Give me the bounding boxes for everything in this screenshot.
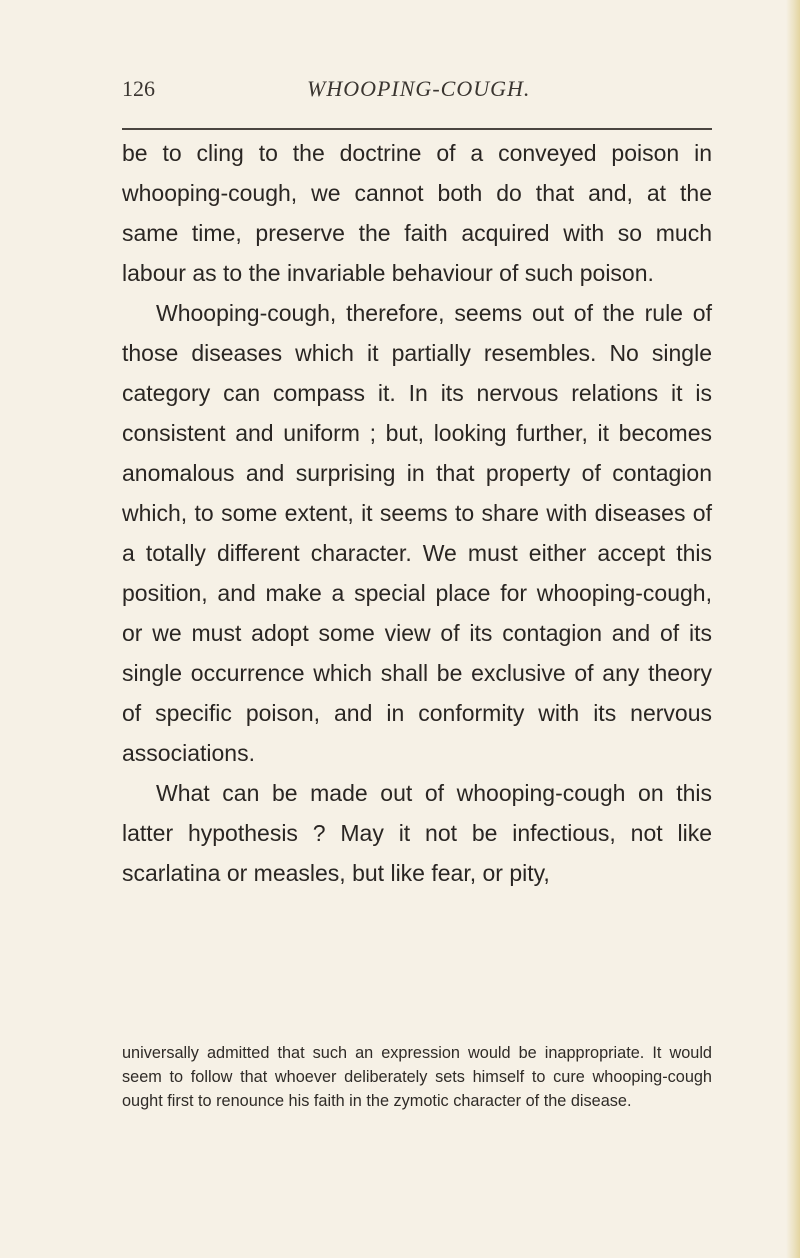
footnote: universally admitted that such an expression would be inappropriate. It would seem to follow that whoever deliberately sets himself to cure whooping-cough ought first to renounce his faith in the zymotic character of the disease. bbox=[122, 1044, 712, 1110]
page-header bbox=[122, 76, 712, 110]
page-edge bbox=[786, 0, 800, 1258]
paragraph-hypothesis: What can be made out of whooping-cough on this latter hypothesis ? May it not be infectious, not like scarlatina or measles, but like fear, or pity, bbox=[122, 780, 712, 886]
body-text bbox=[122, 133, 712, 893]
header-rule bbox=[122, 128, 712, 130]
page-number: 126 bbox=[122, 76, 155, 101]
paragraph-continuation: be to cling to the doctrine of a conveyed poison in whooping-cough, we cannot both do that and, at the same time, preserve the faith acquired with so much labour as to the invariable behaviour of such poison. bbox=[122, 140, 712, 286]
paragraph-whooping-cough-rule: Whooping-cough, therefore, seems out of the rule of those diseases which it partially resembles. No single category can compass it. In its nervous relations it is consistent and uniform ; but, looking further, it becomes anomalous and surprising in that property of contagion which, to some extent, it seems to share with diseases of a totally different character. We must either accept this position, and make a special place for whooping-cough, or we must adopt some view of its contagion and of its single occurrence which shall be exclusive of any theory of specific poison, and in conformity with its nervous associations. bbox=[122, 300, 712, 766]
running-title: WHOOPING-COUGH. bbox=[307, 76, 531, 101]
